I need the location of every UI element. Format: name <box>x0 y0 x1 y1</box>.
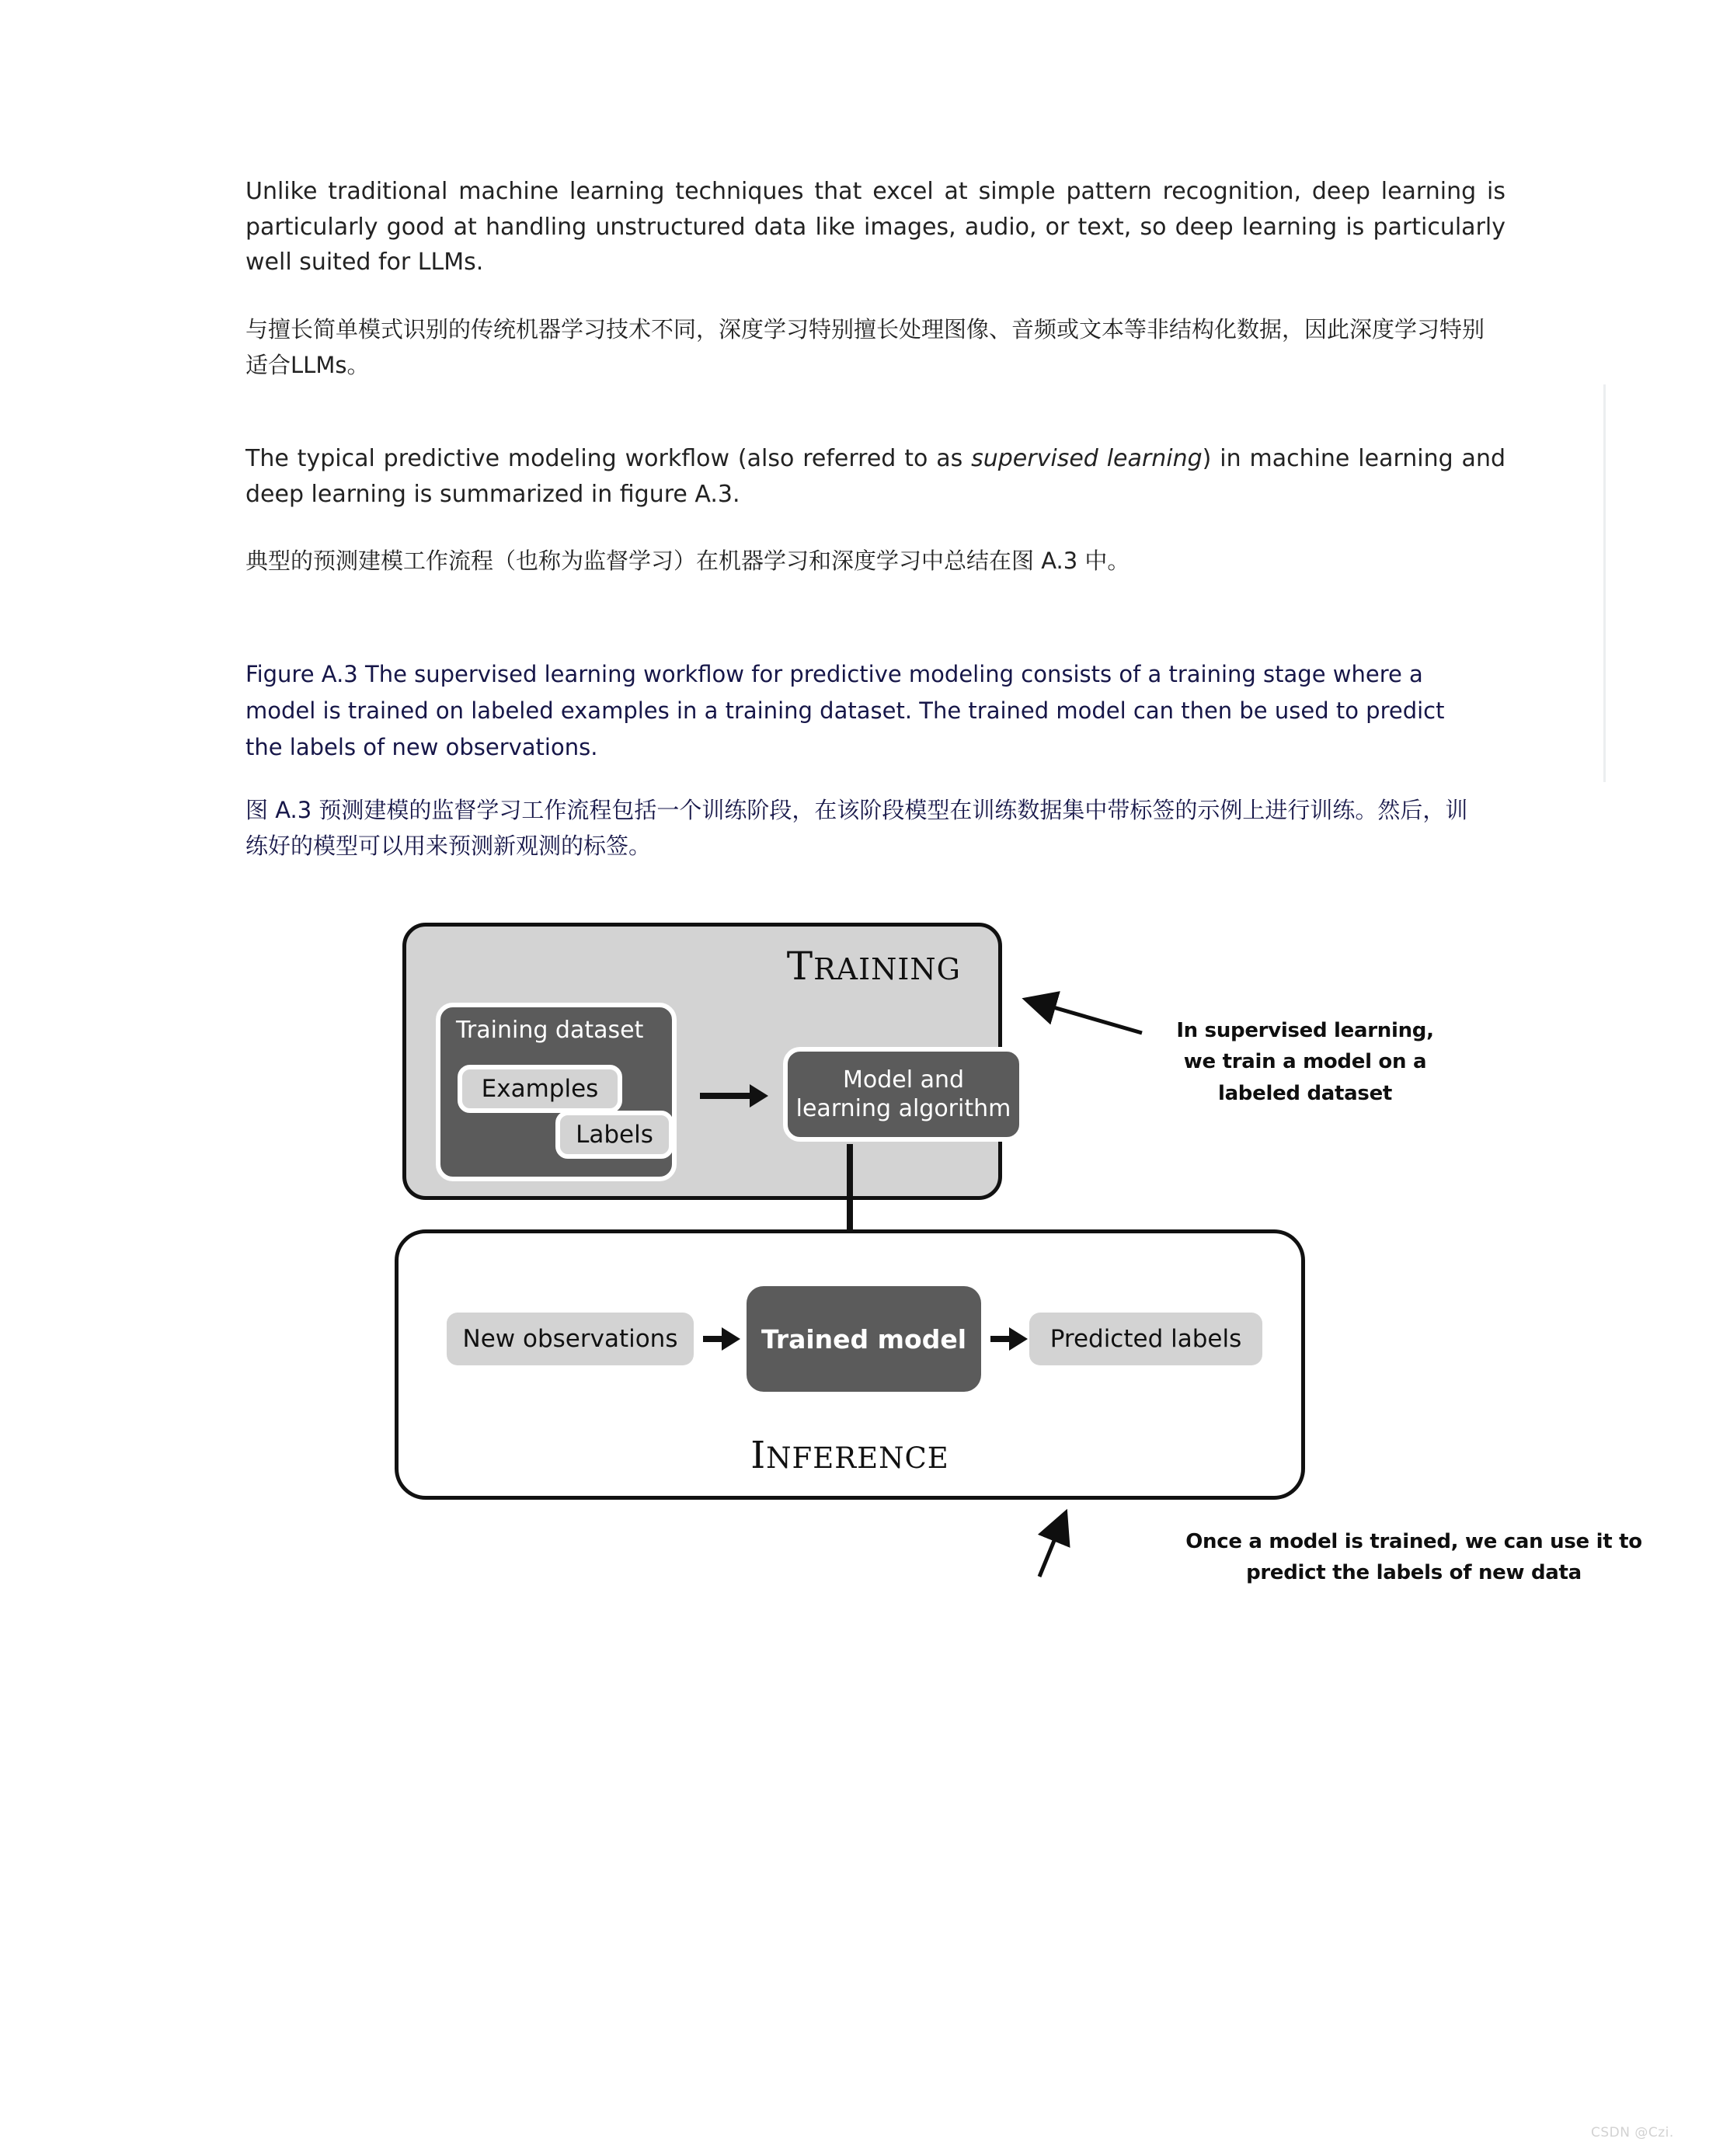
labels-label: Labels <box>576 1121 653 1149</box>
training-title-rest: RAINING <box>813 952 961 986</box>
figure-a3-supervised-learning-workflow <box>373 901 1642 1740</box>
paragraph-english-1 <box>245 174 1505 280</box>
paragraph-segment-1: The typical predictive modeling workflow (also referred to as <box>245 445 972 472</box>
training-stage-title <box>787 944 961 989</box>
predicted-labels-label: Predicted labels <box>1049 1325 1242 1353</box>
training-dataset-box <box>436 1003 677 1181</box>
paragraph-segment-2: ) in machine learning and deep learning is summarized in figure A.3. <box>245 445 1505 508</box>
paragraph-chinese-2 <box>245 544 1505 579</box>
annotation-training-note: In supervised learning, we train a model on a labeled dataset <box>1176 1019 1434 1105</box>
paragraph-text: 与擅长简单模式识别的传统机器学习技术不同，深度学习特别擅长处理图像、音频或文本等非结构化数据，因此深度学习特别适合LLMs。 <box>245 316 1485 378</box>
new-observations-box <box>447 1313 694 1365</box>
figure-caption-english: Figure A.3 The supervised learning workflow for predictive modeling consists of a training stage where a model is trained on labeled examples in a training dataset. The trained model can then be used to predict the labels of new observations. <box>245 661 1445 760</box>
arrow-head <box>750 1084 768 1108</box>
model-and-learning-algorithm-box <box>783 1047 1024 1142</box>
trained-model-label: Trained model <box>761 1323 967 1354</box>
examples-label: Examples <box>481 1075 599 1103</box>
annotation-inference-note: Once a model is trained, we can use it to predict the labels of new data <box>1185 1530 1642 1585</box>
figure-caption-chinese: 图 A.3 预测建模的监督学习工作流程包括一个训练阶段，在该阶段模型在训练数据集中带标签的示例上进行训练。然后，训练好的模型可以用来预测新观测的标签。 <box>245 797 1468 860</box>
labels-box <box>555 1111 674 1159</box>
paragraph-text: 典型的预测建模工作流程（也称为监督学习）在机器学习和深度学习中总结在图 A.3 中。 <box>245 548 1130 574</box>
emphasis-supervised-learning: supervised learning <box>971 445 1203 472</box>
right-margin-rule <box>1603 384 1606 782</box>
arrow-head <box>722 1327 740 1351</box>
new-observations-label: New observations <box>462 1325 678 1353</box>
arrow-shaft <box>700 1093 753 1099</box>
model-label-line2: learning algorithm <box>795 1095 1011 1122</box>
paragraph-text: Unlike traditional machine learning techniques that excel at simple pattern recognition, deep learning is particularly good at handling unstructured data like images, audio, or text, so deep learning is particularly well suited for LLMs. <box>245 178 1505 276</box>
paragraph-text <box>245 441 1505 512</box>
inference-title-initial: I <box>750 1434 767 1477</box>
paragraph-english-2 <box>245 441 1505 512</box>
trained-model-box <box>747 1286 981 1392</box>
model-label-line1: Model and <box>842 1066 965 1094</box>
inference-stage-title <box>399 1434 1301 1477</box>
training-dataset-label: Training dataset <box>456 1017 644 1044</box>
watermark: CSDN @Czi. <box>1591 2125 1674 2140</box>
arrow-head <box>1009 1327 1028 1351</box>
predicted-labels-box <box>1029 1313 1262 1365</box>
inference-stage-box <box>395 1229 1305 1500</box>
leader-line-inference-icon <box>1039 1516 1064 1577</box>
inference-title-rest: NFERENCE <box>766 1441 949 1475</box>
training-title-initial: T <box>786 944 814 989</box>
examples-box <box>458 1065 622 1113</box>
leader-line-training-icon <box>1029 1000 1142 1033</box>
paragraph-chinese-1 <box>245 312 1505 384</box>
training-stage-box <box>402 923 1011 1200</box>
